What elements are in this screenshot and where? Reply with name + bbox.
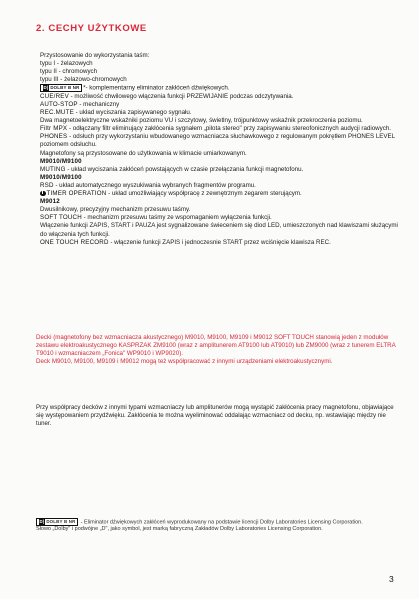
feature-text: - układ wyciszania zapisywanego sygnału. xyxy=(73,109,192,117)
feature-text: Magnetofony są przystosowane do użytkowania w klimacie umiarkowanym. xyxy=(40,149,247,157)
model-label: M9010/M9100 xyxy=(40,157,82,165)
feature-keyword: ONE TOUCH RECORD xyxy=(40,238,109,246)
feature-item xyxy=(40,76,400,84)
feature-item xyxy=(40,84,400,93)
footnote-trademark: Słowo „Dolby" i podwójne „D", jako symbol, jest marką fabryczną Zakładów Dolby Laboratories Licensing Corporation. xyxy=(36,526,323,533)
feature-text: *- komplementarny eliminator zakłóceń dźwiękowych. xyxy=(83,84,230,92)
model-label: M9012 xyxy=(40,198,60,206)
feature-item xyxy=(40,190,400,198)
feature-item xyxy=(40,222,400,238)
feature-text: typu II - chromowych xyxy=(40,68,98,76)
feature-keyword: SOFT TOUCH xyxy=(40,214,82,222)
feature-item xyxy=(40,52,400,60)
feature-item xyxy=(40,133,400,149)
feature-item xyxy=(40,101,400,109)
footnotes xyxy=(36,518,398,534)
feature-item xyxy=(40,117,400,125)
feature-item xyxy=(40,239,400,247)
feature-keyword: Filtr MPX xyxy=(40,125,68,133)
feature-item xyxy=(40,198,400,206)
feature-keyword: AUTO-STOP xyxy=(40,101,78,108)
feature-item xyxy=(40,109,400,117)
feature-item xyxy=(40,206,400,214)
interference-paragraph: Przy współpracy decków z innymi typami wzmacniaczy lub amplitunerów mogą wystąpić zakłócenia pracy magnetofonu, objawiające się występowaniem przydźwięku. Zakłócenia te można wyeliminować oddalając wzmacniacz od decku, np. wstawiając między nie tuner. xyxy=(36,404,394,428)
feature-text: - możliwość chwilowego włączenia funkcji PRZEWIJANIE podczas odczytywania. xyxy=(68,92,294,100)
feature-keyword: CUE/REV xyxy=(40,92,69,100)
feature-keyword: TIMER OPERATION xyxy=(46,190,107,198)
feature-item xyxy=(40,166,400,174)
interference-note xyxy=(36,404,396,428)
feature-text: typu I - żelazowych xyxy=(40,60,93,68)
footnote-dolby: D| DOLBY B NR - Eliminator dźwiękowych zakłóceń wyprodukowany na podstawie licencji Dolby Laboratories Licensing Corporation. xyxy=(36,518,398,526)
compatibility-paragraph: Decki (magnetofony bez wzmacniacza akustycznego) M9010, M9100, M9109 i M9012 SOFT TOUCH stanowią jeden z modułów zestawu elektroakustycznego KASPRZAK ZM9100 (wraz z amplitunerem AT9100 lub AT9010) lub ZM9000 (wraz z tunerem ELTRA T9010 i wzmacniaczem „Fonica" WP9010 i WP9020). xyxy=(36,334,396,358)
page-number: 3 xyxy=(389,574,394,584)
feature-text: - odłączany filtr eliminujący zakłócenia sygnałem „pilota stereo" przy zapisywaniu stereofonicznych audycji radiowych. xyxy=(67,125,391,133)
compatibility-paragraph: Deck M9010, M9100, M9109 i M9012 mogą też współpracować z innymi urządzeniami elektroakustycznymi. xyxy=(36,358,333,366)
feature-text: - układ wyciszania zakłóceń powstających w czasie przełączania funkcji magnetofonu. xyxy=(65,165,304,173)
feature-item xyxy=(40,174,400,182)
section-heading: 2. CECHY UŻYTKOWE xyxy=(36,23,147,34)
model-label: M9010/M9100 xyxy=(40,173,82,181)
feature-list xyxy=(40,52,400,247)
dolby-logo-icon: D| DOLBY B NR xyxy=(40,84,82,92)
feature-item xyxy=(40,60,400,68)
feature-item xyxy=(40,68,400,76)
feature-text: Dwa magnetoelektryczne wskaźniki poziomu VU i szczytowy, świetlny, trójpunktowy wskaźnik przekroczenia poziomu. xyxy=(40,117,363,125)
feature-text: - włączenie funkcji ZAPIS i jednoczesnie START przez wciśnięcie klawisza REC. xyxy=(108,238,331,246)
feature-text: Przystosowanie do wykorzystania taśm: xyxy=(40,52,150,59)
feature-item xyxy=(40,150,400,158)
feature-item xyxy=(40,158,400,166)
feature-text: Włączenie funkcji ZAPIS, START i PAUZA jest sygnalizowane świeceniem się diod LED, umieszczonych nad klawiszami służącymi do włączenia tych funkcji. xyxy=(40,222,398,238)
feature-text: Dwusilnikowy, precyzyjny mechanizm przesuwu taśmy. xyxy=(40,206,191,214)
feature-text: - układ umożliwiający współpracę z zewnętrznym zegarem sterującym. xyxy=(106,190,302,198)
feature-text: - układ automatycznego wyszukiwania wybranych fragmentów programu. xyxy=(53,181,256,189)
feature-keyword: RSD xyxy=(40,181,54,189)
timer-icon xyxy=(40,191,46,197)
feature-text: typu III - żelazowo-chromowych xyxy=(40,76,127,84)
compatibility-note xyxy=(36,334,396,366)
feature-keyword: REC.MUTE xyxy=(40,109,74,117)
dolby-logo-icon: D| DOLBY B NR xyxy=(36,518,78,526)
feature-item xyxy=(40,214,400,222)
feature-text: - mechanizm przesuwu taśmy ze wspomaganiem wyłączenia funkcji. xyxy=(81,214,272,222)
feature-item xyxy=(40,93,400,101)
feature-keyword: PHONES xyxy=(40,133,68,141)
feature-text: - odsłuch przy wykorzystaniu wbudowanego wzmacniacza słuchawkowego z regulowanym pokrętłem PHONES LEVEL poziomem odsłuchu. xyxy=(40,133,395,149)
feature-text: - mechaniczny xyxy=(77,101,120,108)
feature-keyword: MUTING xyxy=(40,165,66,173)
feature-item xyxy=(40,125,400,133)
feature-item xyxy=(40,182,400,190)
